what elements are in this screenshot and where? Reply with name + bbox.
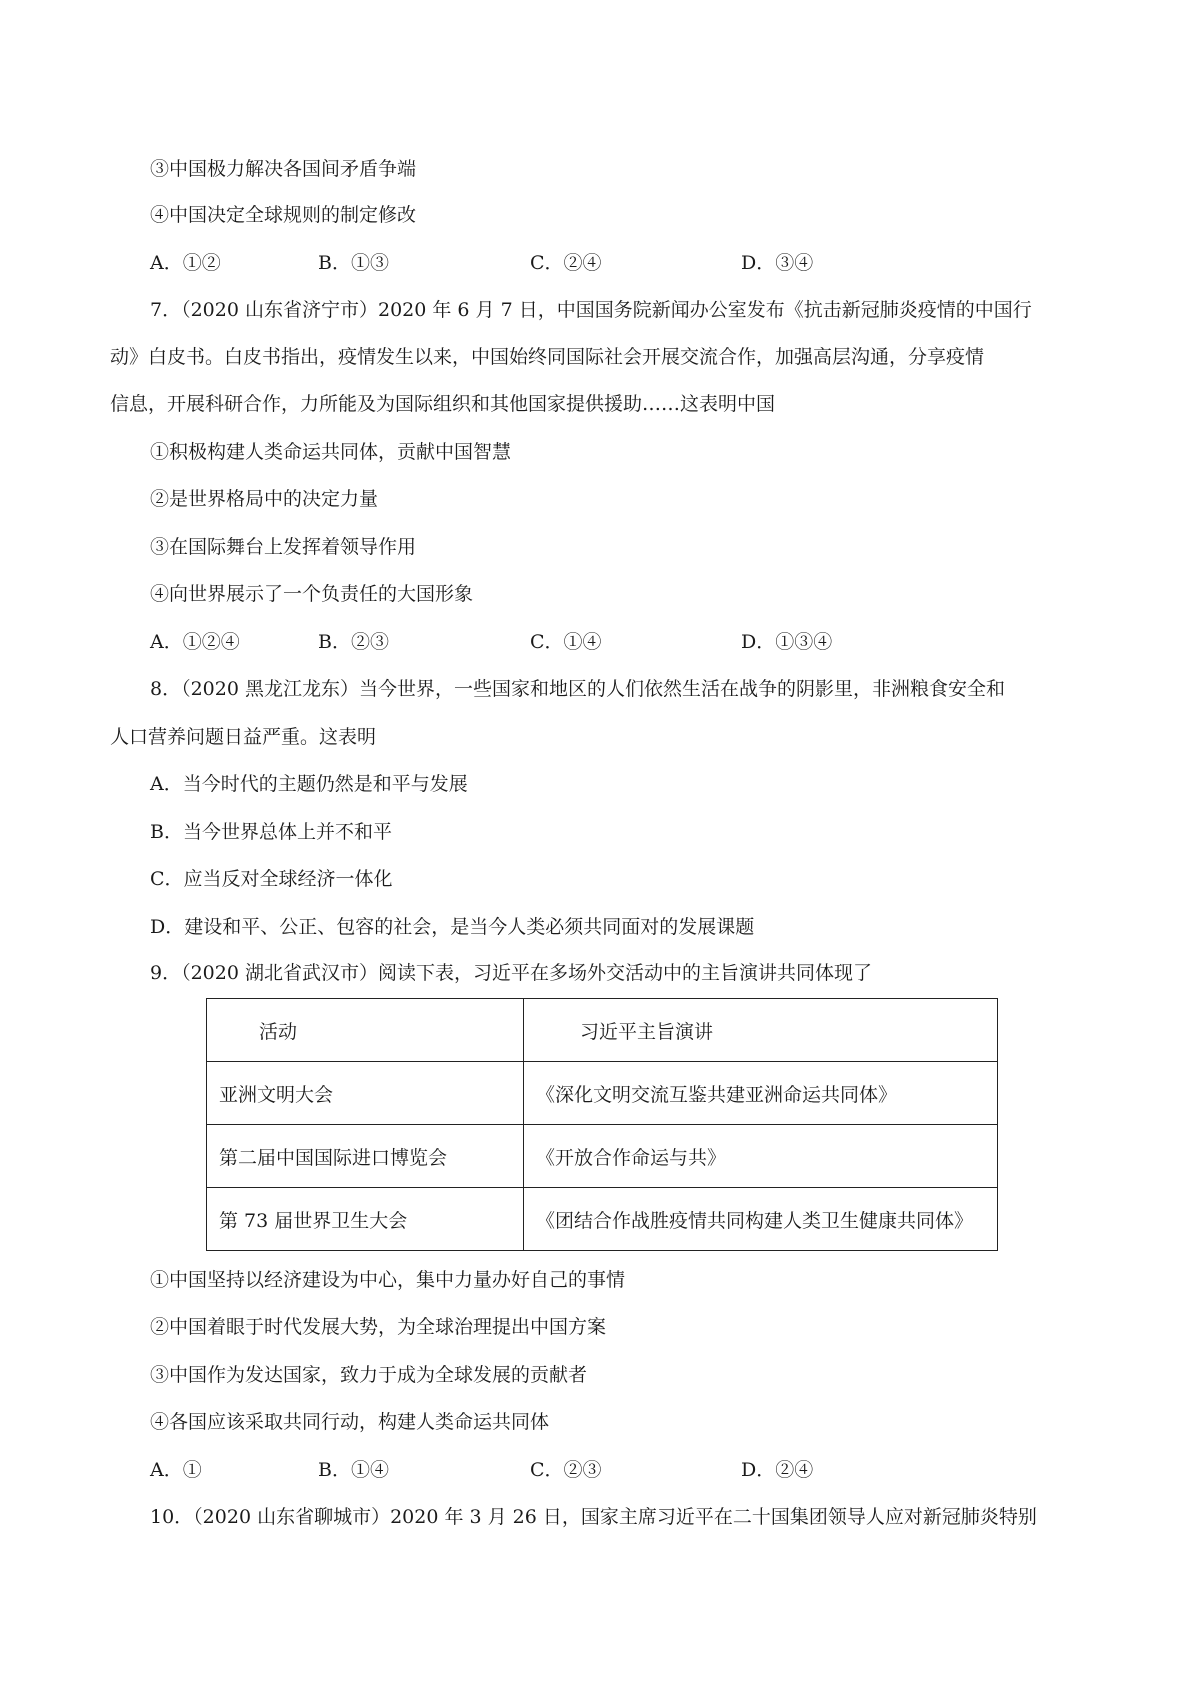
q6-item-4: ④中国决定全球规则的制定修改 [150, 204, 417, 226]
table-header-speech: 习近平主旨演讲 [524, 999, 998, 1062]
q7-option-c: C．①④ [530, 631, 602, 653]
q8-stem-line-2: 人口营养问题日益严重。这表明 [110, 726, 377, 748]
q7-stem-line-2: 动》白皮书。白皮书指出，疫情发生以来，中国始终同国际社会开展交流合作，加强高层沟通，分享疫情 [110, 346, 985, 368]
q6-option-b: B．①③ [318, 252, 389, 274]
q9-item-3: ③中国作为发达国家，致力于成为全球发展的贡献者 [150, 1364, 588, 1386]
q6-item-3: ③中国极力解决各国间矛盾争端 [150, 158, 417, 180]
q7-item-2: ②是世界格局中的决定力量 [150, 488, 379, 510]
q9-option-c: C．②③ [530, 1459, 602, 1481]
q9-item-2: ②中国着眼于时代发展大势，为全球治理提出中国方案 [150, 1316, 607, 1338]
table-cell-speech: 《深化文明交流互鉴共建亚洲命运共同体》 [524, 1062, 998, 1125]
q6-option-c: C．②④ [530, 252, 602, 274]
table-cell-activity: 第 73 届世界卫生大会 [207, 1188, 524, 1251]
q9-item-4: ④各国应该采取共同行动，构建人类命运共同体 [150, 1411, 550, 1433]
q7-option-a: A．①②④ [150, 631, 240, 653]
q10-stem-line-1: 10．（2020 山东省聊城市）2020 年 3 月 26 日，国家主席习近平在二十国集团领导人应对新冠肺炎特别 [150, 1506, 1037, 1528]
q7-option-b: B．②③ [318, 631, 389, 653]
q7-option-d: D．①③④ [741, 631, 833, 653]
q7-item-1: ①积极构建人类命运共同体，贡献中国智慧 [150, 441, 512, 463]
q9-activities-table [206, 998, 998, 1251]
q8-choice-a: A．当今时代的主题仍然是和平与发展 [150, 773, 468, 795]
table-row [207, 1188, 998, 1251]
q9-option-a: A．① [150, 1459, 202, 1481]
table-header-row [207, 999, 998, 1062]
q9-stem: 9．（2020 湖北省武汉市）阅读下表，习近平在多场外交活动中的主旨演讲共同体现了 [150, 962, 872, 984]
q6-option-d: D．③④ [741, 252, 814, 274]
q7-item-3: ③在国际舞台上发挥着领导作用 [150, 536, 417, 558]
table-cell-activity: 亚洲文明大会 [207, 1062, 524, 1125]
q9-option-b: B．①④ [318, 1459, 389, 1481]
table-cell-speech: 《团结合作战胜疫情共同构建人类卫生健康共同体》 [524, 1188, 998, 1251]
table-row [207, 1125, 998, 1188]
table-header-activity: 活动 [207, 999, 524, 1062]
q6-option-a: A．①② [150, 252, 221, 274]
q8-choice-c: C．应当反对全球经济一体化 [150, 868, 393, 890]
q8-choice-b: B．当今世界总体上并不和平 [150, 821, 392, 843]
q7-item-4: ④向世界展示了一个负责任的大国形象 [150, 583, 474, 605]
q7-stem-line-3: 信息，开展科研合作，力所能及为国际组织和其他国家提供援助……这表明中国 [110, 393, 776, 415]
q8-choice-d: D．建设和平、公正、包容的社会，是当今人类必须共同面对的发展课题 [150, 916, 755, 938]
q7-stem-line-1: 7．（2020 山东省济宁市）2020 年 6 月 7 日，中国国务院新闻办公室发布《抗击新冠肺炎疫情的中国行 [150, 299, 1032, 321]
table-cell-activity: 第二届中国国际进口博览会 [207, 1125, 524, 1188]
q9-item-1: ①中国坚持以经济建设为中心，集中力量办好自己的事情 [150, 1269, 626, 1291]
q9-option-d: D．②④ [741, 1459, 814, 1481]
table-row [207, 1062, 998, 1125]
q8-stem-line-1: 8．（2020 黑龙江龙东）当今世界，一些国家和地区的人们依然生活在战争的阴影里，非洲粮食安全和 [150, 678, 1005, 700]
table-cell-speech: 《开放合作命运与共》 [524, 1125, 998, 1188]
